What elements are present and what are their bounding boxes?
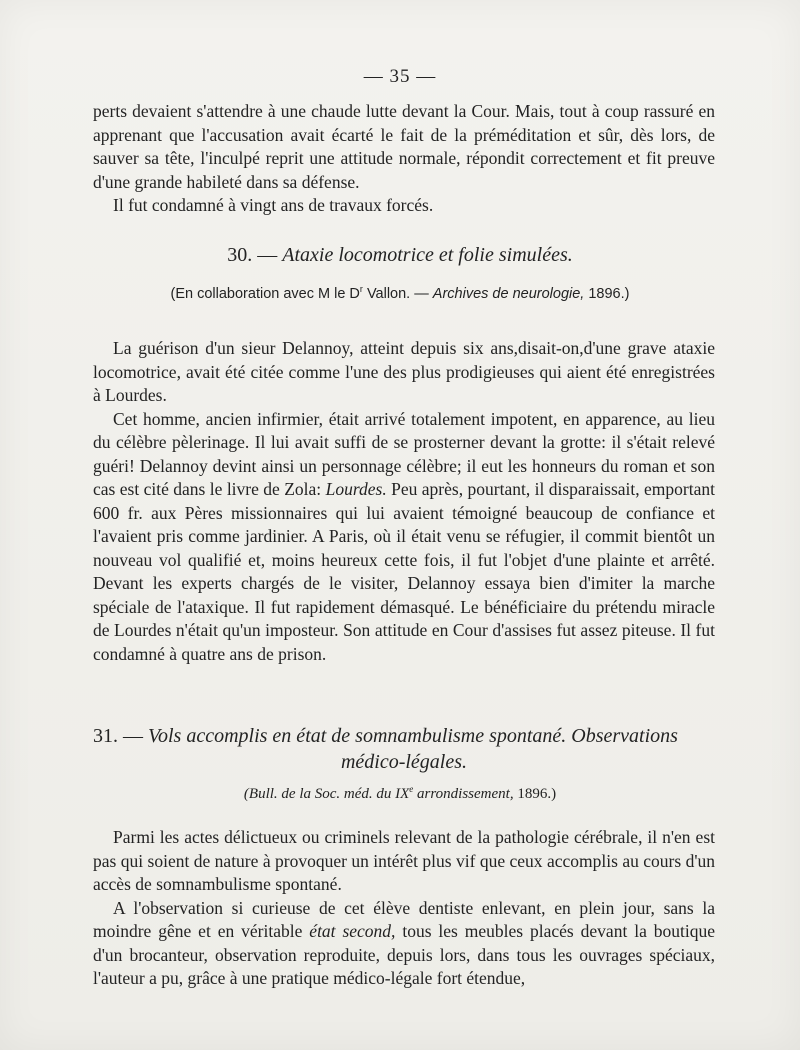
section-31-year: 1896.) [517, 786, 557, 802]
section-31-source-sup: e [409, 784, 414, 794]
section-31-paragraph-2-start: A l'observation si curieuse de cet élève dentiste enlevant, en plein jour, sans la moindre gêne et en véritable [93, 897, 715, 941]
section-30-paragraph-1: La guérison d'un sieur Delannoy, atteint depuis six ans,disait-on,d'une grave ataxie locomotrice, avait été citée comme l'une des plus prodigieuses qui aient été enregistrées à Lourdes. [93, 338, 715, 405]
page-number: — 35 — [363, 66, 437, 87]
section-30-source-sup: r [359, 284, 363, 294]
section-31-paragraph-1: Parmi les actes délictueux ou criminels relevant de la pathologie cérébrale, il n'en est pas qui soient de nature à provoquer un intérêt plus vif que ceux accomplis au cours d'un accès de somnambulisme spontané. [93, 827, 715, 894]
section-30-journal: Archives de neurologie, [432, 285, 585, 302]
section-31-source-text: (Bull. de la Soc. méd. du IX [243, 786, 410, 802]
section-30-heading [0, 244, 800, 267]
intro-sentence: Il fut condamné à vingt ans de travaux forcés. [113, 195, 434, 215]
intro-paragraph: perts devaient s'attendre à une chaude lutte devant la Cour. Mais, tout à coup rassuré en apprenant que l'accusation avait écarté le fait de la préméditation et sûr, dès lors, de sauver sa tête, l'inculpé reprit une attitude normale, répondit correctement et fit preuve d'une grande habileté dans sa défense. [93, 101, 715, 192]
section-30-paragraph-2-text: Cet homme, ancien infirmier, était arrivé totalement impotent, en apparence, au lieu du célèbre pèlerinage. Il lui avait suffi de se prosterner devant la grotte: il s'était relevé guéri! Delannoy devint ainsi un personnage célèbre; il eut les honneurs du roman et son cas est cité dans le livre de Zola: [93, 408, 715, 499]
section-30-source [0, 284, 800, 302]
section-30-year: 1896.) [588, 285, 630, 302]
section-31-title-line-1: Vols accomplis en état de somnambulisme spontané. Observations [148, 725, 678, 747]
section-30-body [93, 337, 715, 666]
intro-block [93, 100, 715, 218]
section-31-paragraph-2 [93, 897, 715, 991]
section-31-source [0, 784, 800, 803]
section-31-heading [93, 723, 715, 775]
section-30-book-title: Lourdes. [325, 479, 387, 499]
section-31-paragraph-2-end: tous les meubles placés devant la boutique d'un brocanteur, observation reproduite, depuis lors, dans tous les ouvrages spéciaux, l'auteur a pu, grâce à une pratique médico-légale fort étendue, [93, 921, 715, 988]
section-30-title: Ataxie locomotrice et folie simulées. [282, 244, 573, 266]
section-30-paragraph-2-continuation: Peu après, pourtant, il disparaissait, emportant 600 fr. aux Pères missionnaires qui lui avaient témoigné beaucoup de confiance et l'avaient pris comme jardinier. A Paris, où il était venu se réfugier, il commit bientôt un nouveau vol qualifié et, moins heureux cette fois, il fut l'objet d'une plainte et arrêté. Devant les experts chargés de le visiter, Delannoy essaya bien d'imiter la marche spéciale de l'ataxique. Il fut rapidement démasqué. Le bénéficiaire du prétendu miracle de Lourdes n'était qu'un imposteur. Son attitude en Cour d'assises fut assez piteuse. Il fut condamné à quatre ans de prison. [93, 479, 715, 664]
section-31-source-rest: arrondissement, [413, 786, 514, 802]
section-31-title-line-2: médico-légales. [340, 751, 468, 773]
section-30-source-mid: Vallon. — [362, 285, 429, 302]
section-30-number: 30. — [227, 244, 278, 266]
section-31-body [93, 826, 715, 991]
section-31-emphasis: état second, [309, 921, 396, 941]
section-31-number: 31. — [93, 725, 143, 747]
section-30-paragraph-2 [93, 408, 715, 667]
section-30-source-prefix: (En collaboration avec M le D [170, 285, 360, 302]
